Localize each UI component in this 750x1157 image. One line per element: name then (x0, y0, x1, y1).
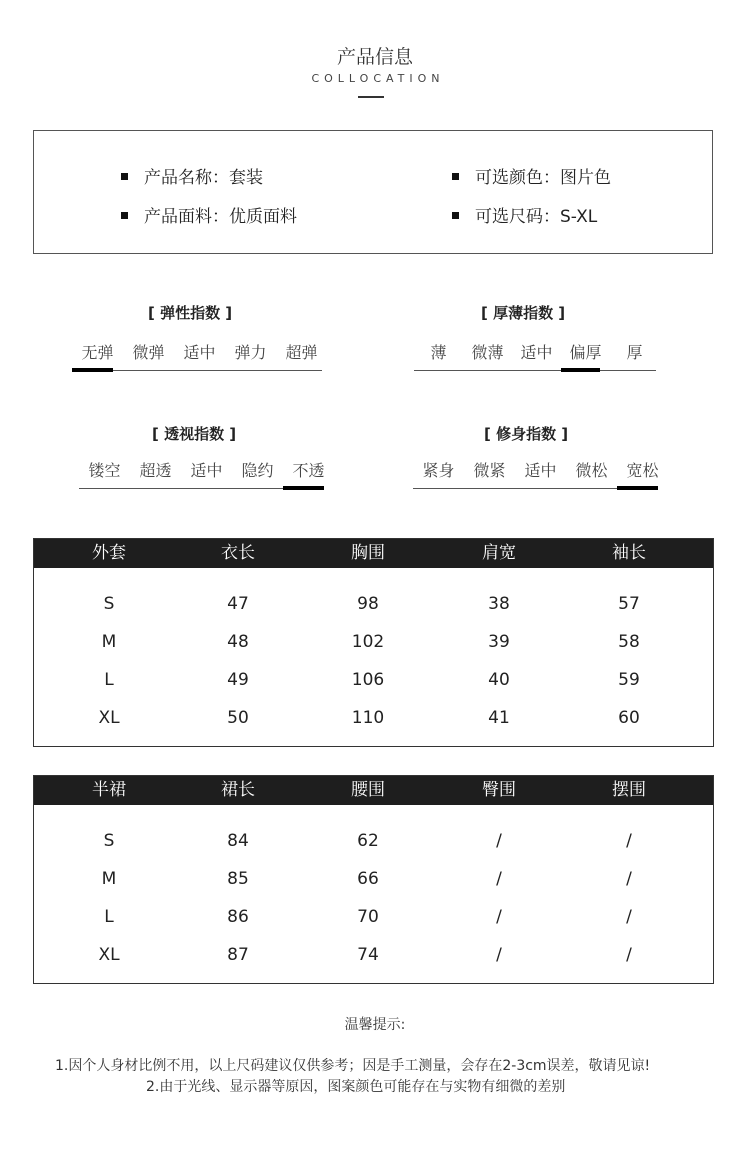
thickness-index-title: [ 厚薄指数 ] (481, 304, 566, 322)
jacket-table-cell: 57 (618, 594, 640, 614)
elasticity-option: 适中 (183, 343, 216, 362)
tips-title: 温馨提示: (344, 1017, 406, 1033)
skirt-table-cell: L (104, 907, 114, 927)
skirt-table-cell: 86 (227, 907, 249, 927)
info-item-fabric (121, 202, 297, 227)
skirt-table-cell: 87 (227, 945, 249, 965)
fit-index-title: [ 修身指数 ] (484, 425, 569, 443)
fit-option: 微松 (575, 461, 608, 480)
skirt-table-cell: / (496, 831, 502, 851)
skirt-size-table (33, 775, 714, 984)
fit-option: 紧身 (422, 461, 455, 480)
info-fabric-text: 产品面料：优质面料 (144, 207, 297, 227)
jacket-header-cell: 外套 (92, 543, 126, 563)
skirt-table-cell: 70 (357, 907, 379, 927)
jacket-header-cell: 袖长 (612, 543, 646, 563)
jacket-table-cell: 49 (227, 670, 249, 690)
jacket-header-cell: 肩宽 (482, 543, 516, 563)
skirt-table-cell: M (101, 869, 117, 889)
jacket-table-cell: 58 (618, 632, 640, 652)
tip-line-2: 2.由于光线、显示器等原因，图案颜色可能存在与实物有细微的差别 (146, 1079, 566, 1095)
elasticity-selected-marker (72, 368, 113, 372)
jacket-header-cell: 胸围 (351, 543, 385, 563)
info-name-text: 产品名称：套装 (144, 168, 263, 188)
elasticity-option: 超弹 (285, 343, 318, 362)
jacket-table-cell: 40 (488, 670, 510, 690)
fit-option: 宽松 (626, 461, 659, 480)
skirt-table-cell: 74 (357, 945, 379, 965)
jacket-table-cell: 47 (227, 594, 249, 614)
thickness-option: 薄 (430, 343, 447, 362)
jacket-table-cell: 39 (488, 632, 510, 652)
elasticity-option: 弹力 (234, 343, 267, 362)
jacket-table-cell: M (101, 632, 117, 652)
transparency-option: 不透 (292, 461, 325, 480)
transparency-option: 隐约 (241, 461, 274, 480)
skirt-table-cell: 66 (357, 869, 379, 889)
skirt-table-cell: / (496, 945, 502, 965)
elasticity-option: 无弹 (81, 343, 114, 362)
skirt-table-cell: 84 (227, 831, 249, 851)
jacket-table-cell: 50 (227, 708, 249, 728)
thickness-option: 适中 (520, 343, 553, 362)
jacket-table-cell: 106 (351, 670, 385, 690)
info-size-text: 可选尺码：S-XL (475, 207, 598, 227)
bullet-icon (121, 212, 128, 219)
transparency-option: 超透 (139, 461, 172, 480)
jacket-table-cell: 59 (618, 670, 640, 690)
skirt-table-cell: 62 (357, 831, 379, 851)
skirt-header-cell: 半裙 (92, 780, 126, 800)
skirt-table-header (34, 776, 713, 805)
info-color-text: 可选颜色：图片色 (475, 168, 611, 188)
skirt-table-cell: / (626, 945, 632, 965)
skirt-table-cell: / (626, 831, 632, 851)
fit-selected-marker (617, 486, 658, 490)
product-info-box (33, 130, 713, 254)
page-title: 产品信息 (336, 46, 413, 68)
bullet-icon (452, 212, 459, 219)
jacket-header-cell: 衣长 (221, 543, 255, 563)
skirt-header-cell: 腰围 (351, 780, 385, 800)
elasticity-option: 微弹 (132, 343, 165, 362)
thickness-option: 偏厚 (569, 343, 602, 362)
transparency-option: 适中 (190, 461, 223, 480)
skirt-header-cell: 摆围 (612, 780, 646, 800)
jacket-table-cell: 60 (618, 708, 640, 728)
fit-option: 适中 (524, 461, 557, 480)
skirt-header-cell: 裙长 (221, 780, 255, 800)
bullet-icon (121, 173, 128, 180)
thickness-option: 厚 (626, 343, 643, 362)
skirt-table-cell: 85 (227, 869, 249, 889)
jacket-table-header (34, 539, 713, 568)
page-subtitle: COLLOCATION (311, 72, 445, 85)
jacket-table-cell: 110 (351, 708, 385, 728)
jacket-table-cell: 48 (227, 632, 249, 652)
elasticity-index-title: [ 弹性指数 ] (148, 304, 233, 322)
thickness-option: 微薄 (471, 343, 504, 362)
tip-line-1: 1.因个人身材比例不用，以上尺码建议仅供参考；因是手工测量，会存在2-3cm误差，敬请见谅! (55, 1058, 651, 1074)
skirt-table-cell: / (626, 907, 632, 927)
skirt-table-cell: / (626, 869, 632, 889)
jacket-table-cell: XL (98, 708, 120, 728)
transparency-option: 镂空 (88, 461, 121, 480)
jacket-table-cell: 41 (488, 708, 510, 728)
info-item-name (121, 163, 263, 188)
bullet-icon (452, 173, 459, 180)
jacket-table-cell: S (103, 594, 115, 614)
fit-option: 微紧 (473, 461, 506, 480)
transparency-index-title: [ 透视指数 ] (152, 425, 237, 443)
title-divider (358, 96, 384, 98)
jacket-table-cell: 98 (357, 594, 379, 614)
info-item-size (452, 202, 597, 227)
thickness-scale-line (414, 370, 656, 371)
jacket-table-cell: L (104, 670, 114, 690)
jacket-size-table (33, 538, 714, 747)
thickness-selected-marker (561, 368, 600, 372)
info-item-color (452, 163, 611, 188)
jacket-table-cell: 38 (488, 594, 510, 614)
skirt-table-cell: S (103, 831, 115, 851)
skirt-table-cell: XL (98, 945, 120, 965)
skirt-table-cell: / (496, 869, 502, 889)
jacket-table-cell: 102 (351, 632, 385, 652)
transparency-selected-marker (283, 486, 324, 490)
skirt-table-cell: / (496, 907, 502, 927)
skirt-header-cell: 臀围 (482, 780, 516, 800)
